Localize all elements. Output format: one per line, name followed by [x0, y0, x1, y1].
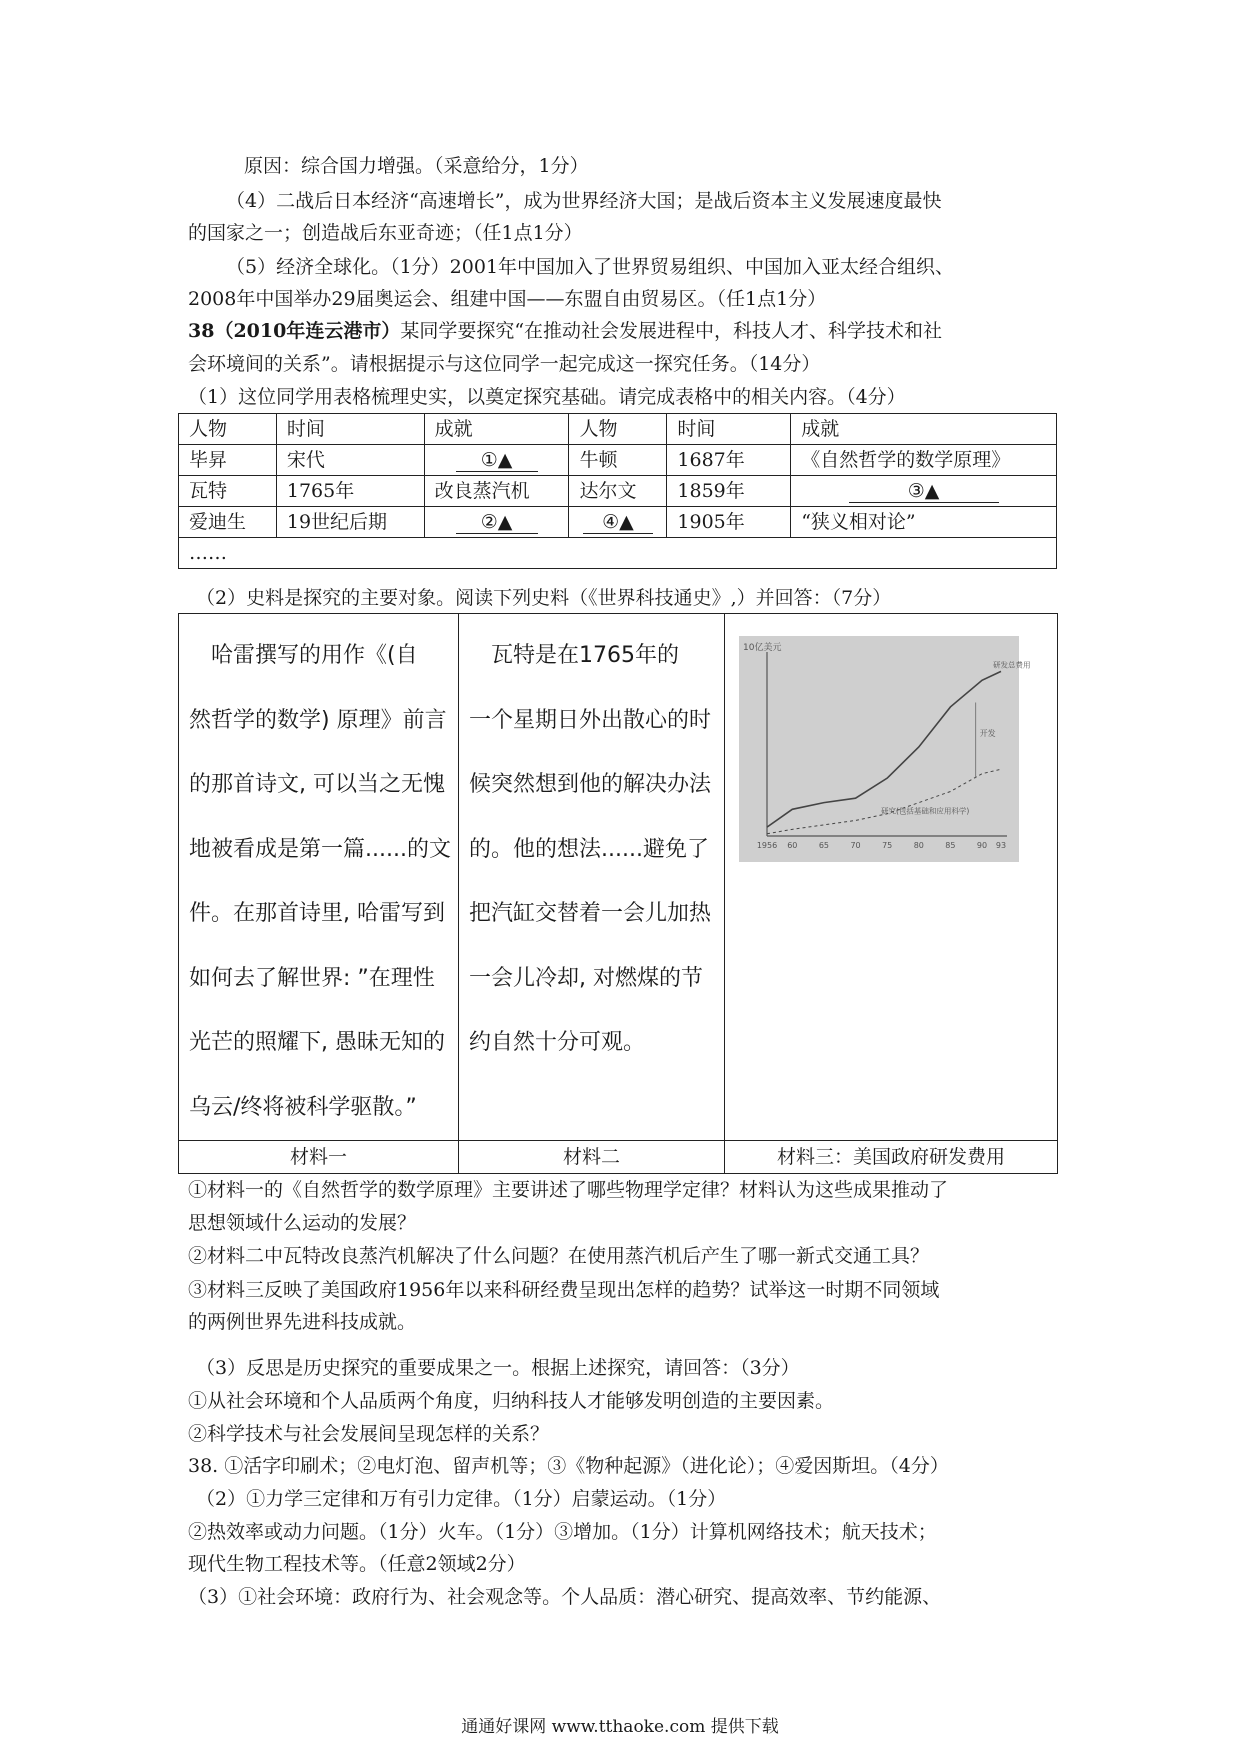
answer-38-line-3: ②热效率或动力问题。（1分）火车。（1分）③增加。（1分）计算机网络技术；航天技术；: [188, 1521, 937, 1543]
header-achievement: 成就: [791, 414, 1057, 445]
table-row: [179, 476, 1057, 507]
table-cell: 达尔文: [569, 476, 667, 507]
question-source: （2010年连云港市）: [214, 320, 401, 342]
chart-svg: [739, 636, 1031, 862]
table-row: [179, 538, 1057, 569]
x-tick-label: 75: [882, 841, 893, 850]
x-tick-label: 1956: [756, 841, 778, 850]
table-cell: 1765年: [276, 476, 424, 507]
material-2-cell: [459, 614, 725, 1141]
table-cell: [424, 445, 569, 476]
answer-38-line-4: 现代生物工程技术等。（任意2领域2分）: [188, 1553, 526, 1575]
question-2-1-line-1: ①材料一的《自然哲学的数学原理》主要讲述了哪些物理学定律？材料认为这些成果推动了: [188, 1179, 949, 1201]
table-cell: [424, 507, 569, 538]
fill-blank-1: ①▲: [456, 449, 538, 472]
material-2-text: [459, 614, 724, 1076]
x-tick-label: 93: [995, 841, 1007, 850]
material-line: 一会儿冷却, 对燃煤的节: [469, 965, 703, 991]
series-line-1: [767, 671, 1001, 827]
question-2-1-line-2: 思想领域什么运动的发展？: [188, 1212, 417, 1234]
answer-reason-line: 原因：综合国力增强。（采意给分，1分）: [244, 155, 589, 177]
table-cell: 1905年: [667, 507, 791, 538]
material-3-caption: 材料三：美国政府研发费用: [725, 1141, 1058, 1174]
material-line: 然哲学的数学) 原理》前言: [189, 707, 447, 733]
material-line: 乌云/终将被科学驱散。”: [189, 1094, 417, 1120]
x-tick-label: 90: [976, 841, 988, 850]
question-38-intro: [188, 318, 942, 344]
history-facts-table: [178, 413, 1057, 569]
part-3-prompt: （3）反思是历史探究的重要成果之一。根据上述探究，请回答：（3分）: [196, 1357, 800, 1379]
table-cell: [569, 507, 667, 538]
question-intro-text-1: 某同学要探究“在推动社会发展进程中，科技人才、科学技术和社: [400, 320, 943, 342]
question-2-3-line-2: 的两例世界先进科技成就。: [188, 1311, 417, 1333]
material-1-text: [179, 614, 458, 1140]
table-cell: [791, 476, 1057, 507]
series-label-1: 研发总费用: [993, 660, 1031, 670]
material-line: 瓦特是在1765年的: [469, 643, 679, 668]
x-tick-label: 65: [818, 841, 830, 850]
answer-38-line-5: （3）①社会环境：政府行为、社会观念等。个人品质：潜心研究、提高效率、节约能源、: [188, 1586, 942, 1608]
answer-38-line-2: （2）①力学三定律和万有引力定律。（1分）启蒙运动。（1分）: [196, 1488, 727, 1510]
x-tick-label: 80: [913, 841, 924, 850]
part-3-question-1: ①从社会环境和个人品质两个角度，归纳科技人才能够发明创造的主要因素。: [188, 1390, 835, 1412]
table-cell: 宋代: [276, 445, 424, 476]
question-number: 38: [188, 320, 215, 342]
rd-expenditure-chart: [739, 636, 1031, 862]
y-axis-label: 10亿美元: [743, 643, 782, 653]
fill-blank-4: ④▲: [583, 511, 653, 534]
material-1-cell: [179, 614, 459, 1141]
table-ellipsis: ……: [179, 538, 1057, 569]
table-cell: 19世纪后期: [276, 507, 424, 538]
table-cell: 1859年: [667, 476, 791, 507]
answer-38-line-1: 38. ①活字印刷术；②电灯泡、留声机等；③《物种起源》（进化论）；④爱因斯坦。（4分）: [188, 1455, 949, 1477]
answer-5-line-1: （5）经济全球化。（1分）2001年中国加入了世界贸易组织、中国加入亚太经合组织、: [226, 256, 955, 278]
header-person: 人物: [569, 414, 667, 445]
series-label-2: 研究(包括基础和应用科学): [881, 806, 970, 816]
material-line: 光芒的照耀下, 愚昧无知的: [189, 1030, 445, 1055]
table-cell: 1687年: [667, 445, 791, 476]
header-time: 时间: [667, 414, 791, 445]
header-achievement: 成就: [424, 414, 569, 445]
question-2-2: ②材料二中瓦特改良蒸汽机解决了什么问题？在使用蒸汽机后产生了哪一新式交通工具？: [188, 1245, 930, 1267]
annotation-label: 开发: [979, 728, 996, 738]
header-time: 时间: [276, 414, 424, 445]
x-tick-label: 60: [787, 841, 798, 850]
table-cell: 毕昇: [179, 445, 277, 476]
material-line: 候突然想到他的解决办法: [469, 772, 712, 797]
x-tick-label: 85: [945, 841, 956, 850]
question-2-3-line-1: ③材料三反映了美国政府1956年以来科研经费呈现出怎样的趋势？试举这一时期不同领域: [188, 1279, 940, 1301]
part-2-prompt: （2）史料是探究的主要对象。阅读下列史料（《世界科技通史》,）并回答：（7分）: [196, 587, 892, 609]
header-person: 人物: [179, 414, 277, 445]
answer-4-line-1: （4）二战后日本经济“高速增长”，成为世界经济大国；是战后资本主义发展速度最快: [226, 190, 942, 212]
fill-blank-2: ②▲: [456, 511, 538, 534]
material-line: 如何去了解世界: ”在理性: [189, 965, 435, 991]
material-line: 把汽缸交替着一会儿加热: [469, 901, 712, 926]
page-footer: 通通好课网 www.tthaoke.com 提供下载: [461, 1717, 779, 1737]
series-line-2: [767, 769, 1001, 834]
table-cell: 牛顿: [569, 445, 667, 476]
material-1-caption: 材料一: [179, 1141, 459, 1174]
part-1-prompt: （1）这位同学用表格梳理史实，以奠定探究基础。请完成表格中的相关内容。（4分）: [188, 386, 906, 408]
material-line: 约自然十分可观。: [469, 1030, 646, 1055]
table-row: [179, 507, 1057, 538]
table-header-row: [179, 414, 1057, 445]
material-line: 件。在那首诗里, 哈雷写到: [189, 901, 445, 926]
fill-blank-3: ③▲: [849, 480, 999, 503]
part-3-question-2: ②科学技术与社会发展间呈现怎样的关系？: [188, 1423, 550, 1445]
table-cell: 《自然哲学的数学原理》: [791, 445, 1057, 476]
table-cell: 改良蒸汽机: [424, 476, 569, 507]
material-line: 哈雷撰写的用作《(自: [189, 643, 418, 668]
table-cell: “狭义相对论”: [791, 507, 1057, 538]
table-cell: 爱迪生: [179, 507, 277, 538]
answer-5-line-2: 2008年中国举办29届奥运会、组建中国——东盟自由贸易区。（任1点1分）: [188, 288, 827, 310]
material-line: 地被看成是第一篇......的文: [189, 836, 451, 862]
material-3-cell: [725, 614, 1058, 1141]
materials-table: [178, 613, 1058, 1174]
material-line: 的那首诗文, 可以当之无愧: [189, 772, 445, 797]
x-tick-label: 70: [850, 841, 861, 850]
material-2-caption: 材料二: [459, 1141, 725, 1174]
material-line: 一个星期日外出散心的时: [469, 707, 712, 733]
table-row: [179, 445, 1057, 476]
material-line: 的。他的想法......避免了: [469, 836, 709, 862]
table-cell: 瓦特: [179, 476, 277, 507]
question-intro-text-2: 会环境间的关系”。请根据提示与这位同学一起完成这一探究任务。（14分）: [188, 353, 821, 375]
answer-4-line-2: 的国家之一；创造战后东亚奇迹；（任1点1分）: [188, 222, 583, 244]
